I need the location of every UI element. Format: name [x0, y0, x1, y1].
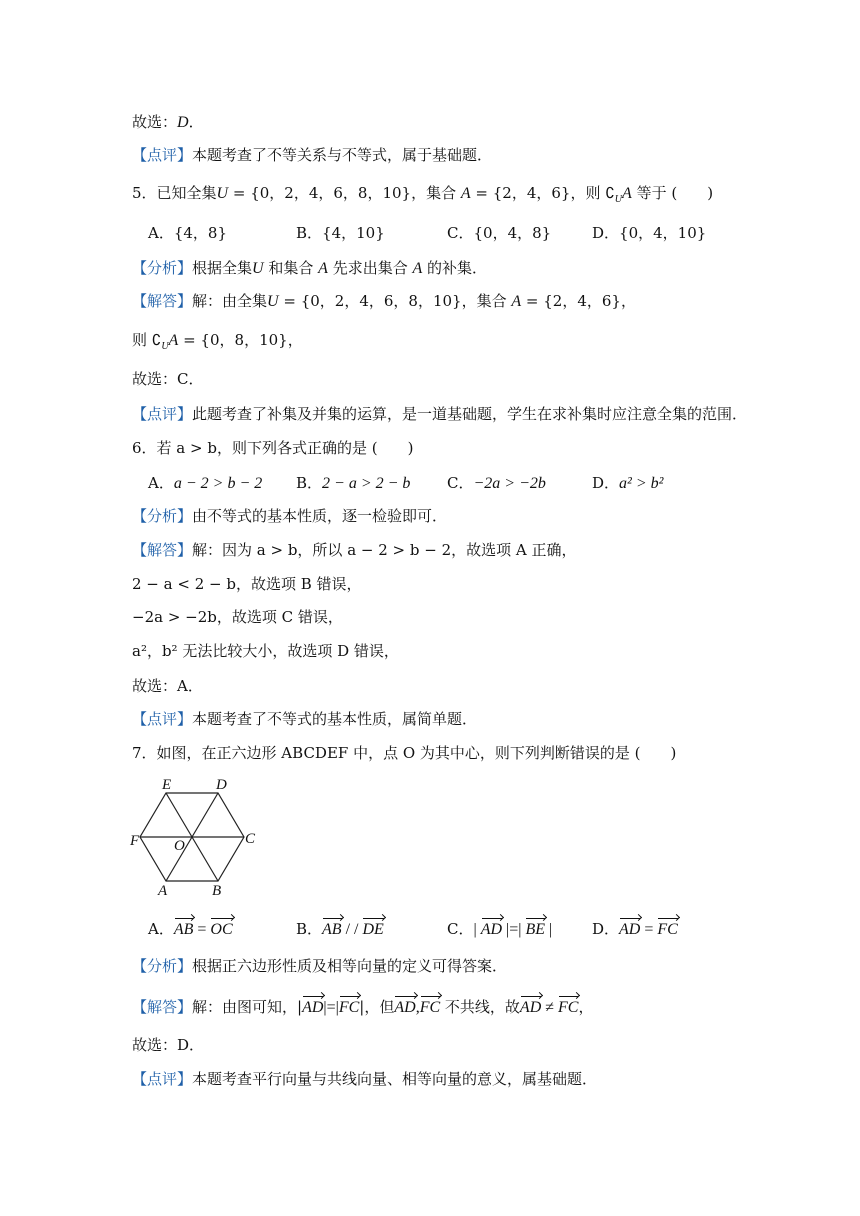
q6-solution-2: 2 − a < 2 − b，故选项 B 错误，: [132, 575, 362, 593]
q6-option-b: B．2 − a > 2 − b: [296, 474, 411, 492]
label-A: A: [158, 883, 168, 898]
q7-option-b: B．AB / / DE: [296, 920, 384, 938]
q5-option-d: D．{0，4，10}: [592, 224, 707, 242]
q7-solution: 【解答】解：由图可知，|AD|=|FC|，但AD,FC 不共线，故AD ≠ FC，: [132, 998, 594, 1016]
q5-option-b: B．{4，10}: [296, 224, 385, 242]
q7-review: 【点评】本题考查平行向量与共线向量、相等向量的意义，属基础题．: [132, 1070, 598, 1088]
q7-analysis: 【分析】根据正六边形性质及相等向量的定义可得答案．: [132, 957, 508, 975]
answer-line-prev: 故选：D．: [132, 113, 204, 131]
q5-solution-2: 则 $∁_UA = \{0$，8，10}，: [132, 331, 303, 352]
label-F: F: [130, 833, 140, 849]
q6-solution-4: a²，b² 无法比较大小，故选项 D 错误，: [132, 642, 399, 660]
q5-option-c: C．{0，4，8}: [447, 224, 552, 242]
q5-analysis: 【分析】根据全集U 和集合 A 先求出集合 A 的补集．: [132, 259, 488, 277]
q5-review: 【点评】此题考查了补集及并集的运算，是一道基础题，学生在求补集时应注意全集的范围．: [132, 405, 748, 423]
q6-solution-3: −2a > −2b，故选项 C 错误，: [132, 608, 343, 626]
label-B: B: [212, 883, 222, 898]
q6-option-a: A．a − 2 > b − 2: [148, 474, 263, 492]
question-6-stem: 6．若 a > b，则下列各式正确的是 ( ): [132, 439, 414, 457]
q7-option-a: A．AB = OC: [148, 920, 233, 938]
q6-analysis: 【分析】由不等式的基本性质，逐一检验即可．: [132, 507, 448, 525]
q6-option-d: D．a² > b²: [592, 474, 664, 492]
q5-solution-1: 【解答】解：由全集U = {0，2，4，6，8，10}，集合 A = {2，4，6}，: [132, 292, 636, 310]
q5-option-a: A．{4，8}: [148, 224, 228, 242]
hexagon-figure: [128, 776, 260, 898]
review-tag: 【点评】: [132, 146, 193, 164]
q7-option-c: C．| AD |=| BE |: [447, 920, 553, 938]
q6-option-c: C．−2a > −2b: [447, 474, 546, 492]
question-7-stem: 7．如图，在正六边形 ABCDEF 中，点 O 为其中心，则下列判断错误的是 ( ): [132, 744, 677, 762]
q7-option-d: D．AD = FC: [592, 920, 678, 938]
review-prev: 【点评】本题考查了不等关系与不等式，属于基础题．: [132, 146, 493, 164]
q5-choose: 故选：C．: [132, 370, 204, 388]
q7-choose: 故选：D．: [132, 1036, 205, 1054]
q6-choose: 故选：A．: [132, 677, 203, 695]
label-C: C: [245, 831, 256, 847]
q6-solution-1: 【解答】解：因为 a > b，所以 a − 2 > b − 2，故选项 A 正确，: [132, 541, 577, 559]
question-5-stem: 5．已知全集U = {0，2，4，6，8，10}，集合 A = {2，4，6}，则 $∁_UA$ 等于 ( ): [132, 184, 714, 205]
label-E: E: [162, 777, 172, 793]
label-D: D: [216, 777, 227, 793]
q6-review: 【点评】本题考查了不等式的基本性质，属简单题．: [132, 710, 478, 728]
label-O: O: [174, 838, 185, 854]
